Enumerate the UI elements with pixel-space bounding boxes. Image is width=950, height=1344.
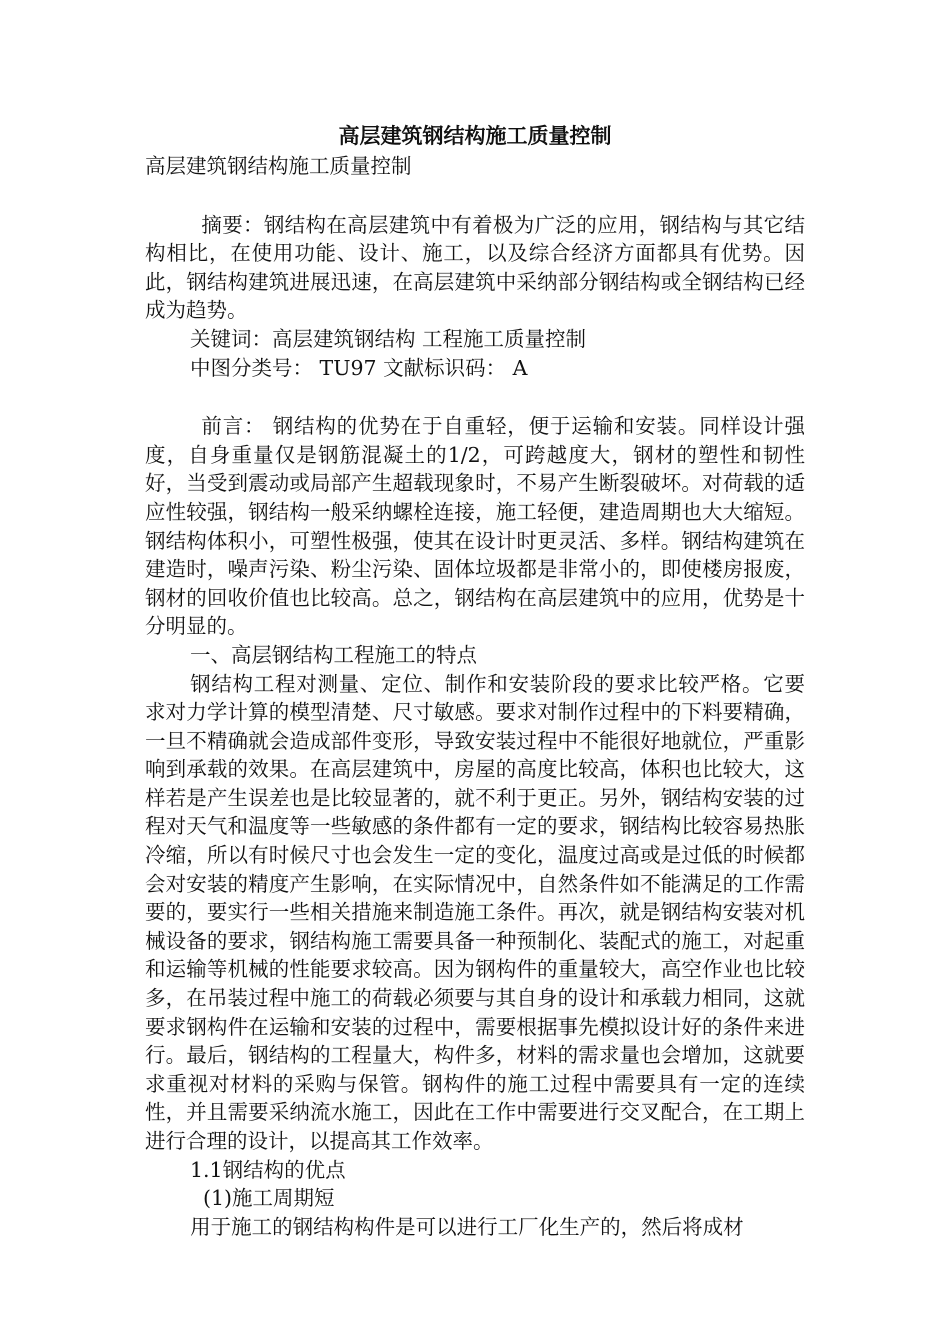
abstract-paragraph: 摘要：钢结构在高层建筑中有着极为广泛的应用，钢结构与其它结构相比，在使用功能、设计、施工，以及综合经济方面都具有优势。因此，钢结构建筑进展迅速，在高层建筑中采纳部分钢结构或全钢结构已经成为趋势。 [145, 212, 805, 323]
section-1-body: 钢结构工程对测量、定位、制作和安装阶段的要求比较严格。它要求对力学计算的模型清楚、尺寸敏感。要求对制作过程中的下料要精确，一旦不精确就会造成部件变形，导致安装过程中不能很好地就位，严重影响到承载的效果。在高层建筑中，房屋的高度比较高，体积也比较大，这样若是产生误差也是比较显著的，就不利于更正。另外，钢结构安装的过程对天气和温度等一些敏感的条件都有一定的要求，钢结构比较容易热胀冷缩，所以有时候尺寸也会发生一定的变化，温度过高或是过低的时候都会对安装的精度产生影响，在实际情况中，自然条件如不能满足的工作需要的，要实行一些相关措施来制造施工条件。再次，就是钢结构安装对机械设备的要求，钢结构施工需要具备一种预制化、装配式的施工，对起重和运输等机械的性能要求较高。因为钢构件的重量较大，高空作业也比较多，在吊装过程中施工的荷载必须要与其自身的设计和承载力相同，这就要求钢构件在运输和安装的过程中，需要根据事先模拟设计好的条件来进行。最后，钢结构的工程量大，构件多，材料的需求量也会增加，这就要求重视对材料的采购与保管。钢构件的施工过程中需要具有一定的连续性，并且需要采纳流水施工，因此在工作中需要进行交叉配合，在工期上进行合理的设计，以提高其工作效率。 [145, 671, 805, 1153]
document-content [145, 120, 805, 1241]
section-1-1-heading: 1.1钢结构的优点 [190, 1157, 346, 1182]
section-1-1-1-heading: (1)施工周期短 [203, 1186, 335, 1211]
document-title: 高层建筑钢结构施工质量控制 [338, 123, 612, 148]
keywords-line: 关键词：高层建筑钢结构 工程施工质量控制 [190, 326, 587, 351]
section-1-heading: 一、高层钢结构工程施工的特点 [190, 642, 477, 667]
section-1-1-1-body: 用于施工的钢结构构件是可以进行工厂化生产的，然后将成材 [190, 1214, 744, 1239]
document-subtitle: 高层建筑钢结构施工质量控制 [145, 154, 412, 178]
preface-paragraph: 前言： 钢结构的优势在于自重轻，便于运输和安装。同样设计强度，自身重量仅是钢筋混凝土的1/2，可跨越度大，钢材的塑性和韧性好，当受到震动或局部产生超载现象时，不易产生断裂破坏。对荷载的适应性较强，钢结构一般采纳螺栓连接，施工轻便，建造周期也大大缩短。钢结构体积小，可塑性极强，使其在设计时更灵活、多样。钢结构建筑在建造时，噪声污染、粉尘污染、固体垃圾都是非常小的，即使楼房报废，钢材的回收价值也比较高。总之，钢结构在高层建筑中的应用，优势是十分明显的。 [145, 414, 805, 639]
classification-line: 中图分类号： TU97 文献标识码： A [190, 355, 528, 380]
